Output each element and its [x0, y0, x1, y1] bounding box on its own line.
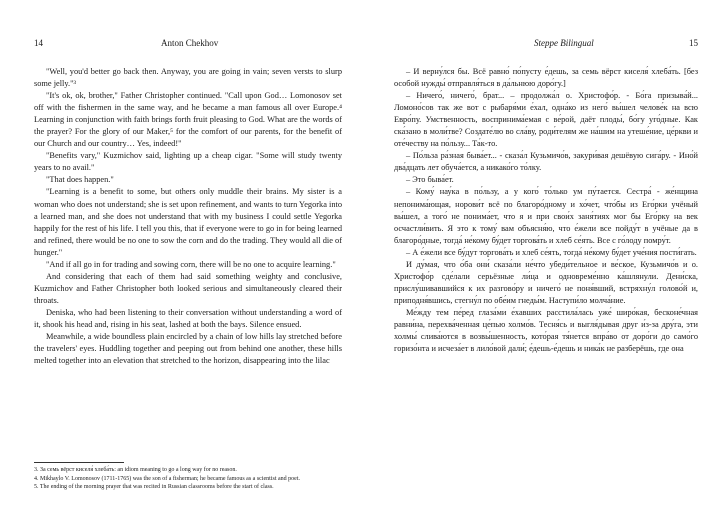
footnote: 5. The ending of the morning prayer that was recited in Russian classrooms before the start of class.	[34, 484, 274, 491]
paragraph: – Это быва́ет.	[406, 175, 454, 185]
paragraph: "Benefits vary," Kuzmichov said, lighting up a cheap cigar. "Some will study twenty years to no avail."	[34, 151, 342, 173]
paragraph: And considering that each of them had said something weighty and conclusive, Kuzmichov and Father Christopher both looked serious and simultaneously cleared their throats.	[34, 271, 342, 305]
page-number-right: 15	[689, 38, 698, 48]
right-page-header	[394, 38, 698, 54]
paragraph: – А е́жели все бу́дут торгова́ть и хлеб се́ять, тогда́ не́кому бу́дет уче́ния пости́гать.	[406, 247, 697, 257]
right-page	[364, 0, 728, 520]
paragraph: "Well, you'd better go back then. Anyway, you are going in vain; seven versts to slurp some jelly."³	[34, 67, 342, 89]
paragraph: "That does happen."	[46, 175, 114, 185]
paragraph: Meanwhile, a wide boundless plain encircled by a chain of low hills lay stretched before the travelers' eyes. Huddling together and peeping out from behind one another, these hills melted together into an elevation that stretched to the horizon, disappearing into the lilac	[34, 332, 342, 366]
left-page-header	[34, 38, 342, 54]
paragraph: – Кому́ нау́ка в по́льзу, а у кого́ то́лько ум пу́тается. Сестра́ - же́нщина непонима́ющая, норови́т всё по благоро́дному и хо́чет, что́бы из Его́рки учёный вы́шел, а того́ не понима́ет, что я и при свои́х заня́тиях мог бы Его́рку на век осчастли́вить. Я это к тому́ вам объясня́ю, что е́жели все пойду́т в учёные да в благоро́дные, тогда́ не́кому бу́дет торгова́ть и хлеб се́ять. Все с го́лоду помру́т.	[394, 187, 698, 245]
paragraph: – И верну́лся бы. Всё равно́ по́пусту е́дешь, за семь вёрст киселя́ хлеба́ть. [без особой нужды́ отправля́ться в да́льнюю доро́гу.]	[394, 67, 698, 89]
footnote-rule	[34, 462, 124, 463]
paragraph: – Ничего́, ничего́, брат... – продолжа́л о. Христофо́р. - Бо́га призыва́й... Ломоно́сов так же вот с рыбаря́ми е́хал, одна́ко из него́ вы́шел челове́к на всю Евро́пу. Умственность, воспринима́емая с ве́рой, даёт плоды́, бо́гу уго́дные. Как ска́зано в моли́тве? Создате́лю во сла́ву, роди́телям же на́шим на утеше́ние, це́ркви и оте́честву на по́льзу... Та́к-то.	[394, 91, 698, 149]
paragraph: – По́льза ра́зная быва́ет... - сказа́л Кузьмичо́в, закури́вая дешёвую сига́ру. - Ино́й два́дцать лет обуча́ется, а никако́го то́лку.	[394, 151, 698, 173]
paragraph: "It's ok, ok, brother," Father Christopher continued. "Call upon God… Lomonosov set off with the fishermen in the same way, and he became a man famous all over Europe.⁴ Learning in conjunction with faith brings forth fruit pleasing to God. What are the words of the prayer? For the glory of our Maker,⁵ for the comfort of our parents, for the benefit of our Church and our country… Yes, indeed!"	[34, 91, 342, 149]
running-head-left: Anton Chekhov	[161, 38, 219, 48]
footnote: 4. Mikhaylo V. Lomonosov (1711-1765) was the son of a fisherman; he became famous as a scientist and poet.	[34, 475, 301, 482]
right-page-text	[394, 66, 698, 355]
paragraph: "Learning is a benefit to some, but others only muddle their brains. My sister is a woman who does not understand; she is set upon refinement, and wants to turn Yegorka into a learned man, and she does not understand that with my business I could settle Yegorka happily for the rest of his life. I tell you this, that if everyone were to go in for being learned and refined, there would be no one to sow the corn and do the trading. They would all die of hunger."	[34, 187, 342, 257]
paragraph: "And if all go in for trading and sowing corn, there will be no one to acquire learning."	[46, 259, 336, 269]
footnote: 3. За семь вёрст киселя́ хлеба́ть: an idiom meaning to go a long way for no reason.	[34, 467, 237, 473]
footnotes	[34, 462, 342, 491]
page-number-left: 14	[34, 38, 43, 48]
paragraph: И ду́мая, что о́ба они́ сказа́ли не́что убеди́тельное и ве́ское, Кузьмичо́в и о. Христофо́р сде́лали серьёзные ли́ца и одновреме́нно ка́шлянули. Дени́ска, прислу́шивавшийся к их разгово́ру и ничего́ не поня́вший, встряхну́л голово́й и, приподня́вшись, стегну́л по обе́им гнеды́м. Наступи́ло молча́ние.	[394, 259, 698, 305]
paragraph: Ме́жду тем пе́ред глаза́ми е́хавших расстила́лась уже́ широ́кая, бесконе́чная равни́на, перехва́ченная це́пью холмо́в. Тесня́сь и выгля́дывая друг и́з-за дру́га, эти холмы́ слива́ются в возвы́шенность, кото́рая тя́нется впра́во от доро́ги до само́го горизо́нта и исчеза́ет в лило́вой дали́; е́дешь-е́дешь и ника́к не разберёшь, где она	[394, 307, 698, 354]
paragraph: Deniska, who had been listening to their conversation without understanding a word of it, shook his head and, rising in his seat, lashed at both the bays. Silence ensued.	[34, 307, 342, 329]
running-head-right: Steppe Bilingual	[534, 38, 594, 48]
left-page-text	[34, 66, 342, 367]
